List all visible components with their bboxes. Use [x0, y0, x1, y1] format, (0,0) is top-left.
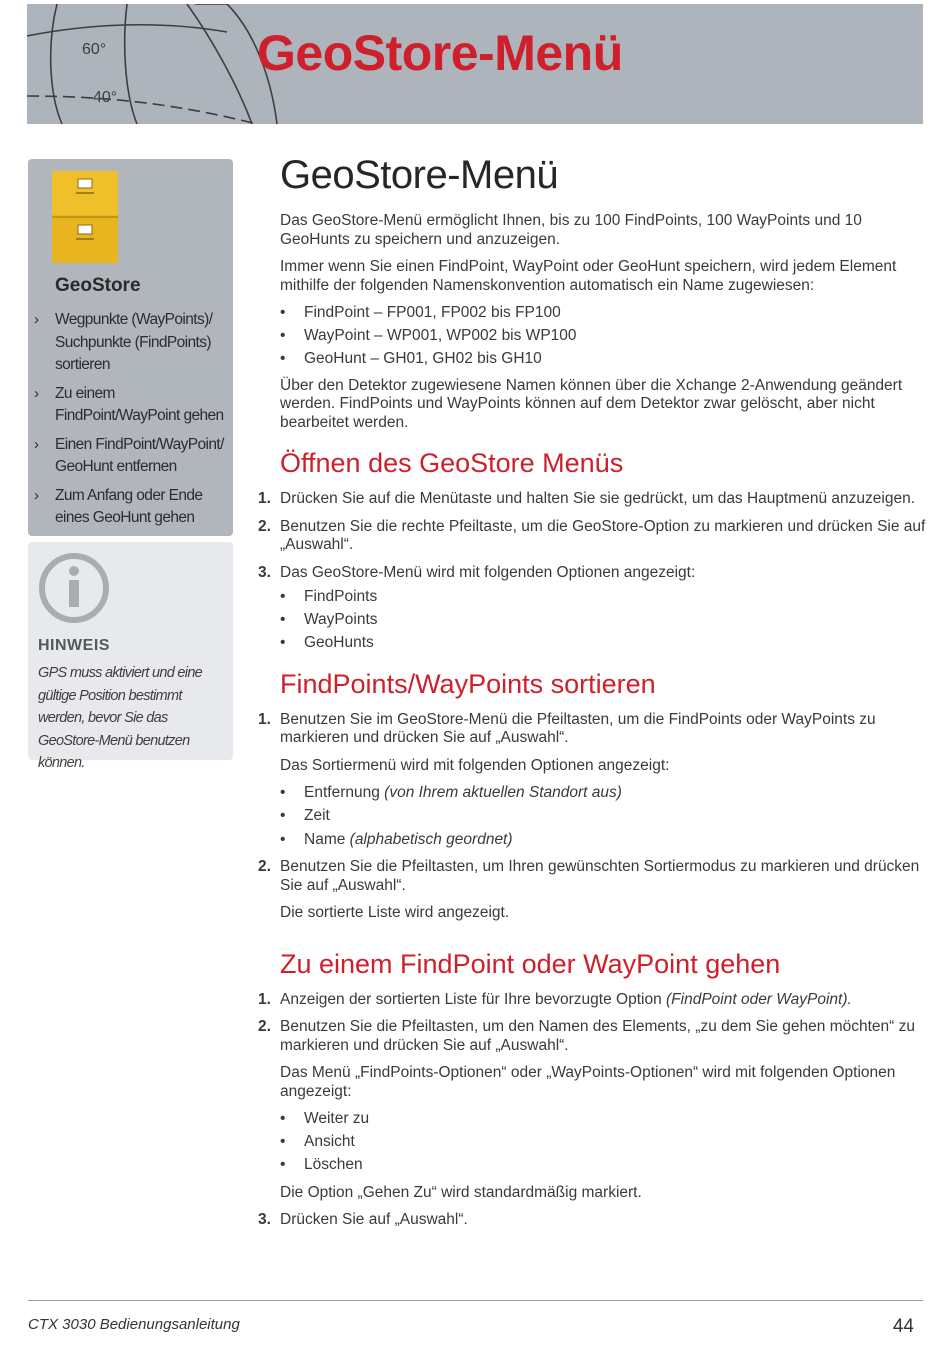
step-number: 2.	[258, 517, 271, 535]
step-note: Das Sortiermenü wird mit folgenden Optionen angezeigt:	[280, 756, 670, 774]
chevron-right-icon: ›	[34, 311, 39, 328]
step-number: 1.	[258, 990, 271, 1008]
page-title: GeoStore-Menü	[280, 153, 559, 197]
list-item: • Entfernung (von Ihrem aktuellen Standort aus)	[280, 784, 926, 803]
page-header	[27, 4, 923, 124]
list-item: • WayPoints	[280, 611, 926, 630]
step-item: 2. Benutzen Sie die rechte Pfeiltaste, um die GeoStore-Option zu markieren und drücken Sie auf „Auswahl“.	[258, 517, 926, 554]
step-note: Die sortierte Liste wird angezeigt.	[280, 904, 510, 922]
sidebar-title: GeoStore	[55, 275, 141, 296]
sidebar-topic: › Zu einem FindPoint/WayPoint gehen	[34, 384, 224, 424]
list-item: • Zeit	[280, 807, 926, 826]
step-note: Die Option „Gehen Zu“ wird standardmäßig markiert.	[280, 1183, 642, 1201]
option-list	[280, 1110, 926, 1175]
list-item: • FindPoints	[280, 588, 926, 607]
note-title: HINWEIS	[38, 637, 110, 654]
list-item: • Weiter zu	[280, 1110, 926, 1129]
step-item: 2. Benutzen Sie die Pfeiltasten, um Ihren gewünschten Sortiermodus zu markieren und drücken Sie auf „Auswahl“. Die sortierte Liste wird angezeigt.	[258, 858, 926, 923]
list-item: • GeoHunts	[280, 634, 926, 653]
step-item: 3. Das GeoStore-Menü wird mit folgenden Optionen angezeigt: • FindPoints • WayPoints • GeoHunts	[258, 564, 926, 653]
step-item: 1. Drücken Sie auf die Menütaste und halten Sie sie gedrückt, um das Hauptmenü anzuzeigen.	[258, 490, 916, 508]
step-number: 3.	[258, 1211, 271, 1229]
list-item: • Ansicht	[280, 1133, 926, 1152]
sidebar-summary	[28, 159, 233, 536]
steps-list	[258, 711, 926, 923]
step-item: 1. Benutzen Sie im GeoStore-Menü die Pfeiltasten, um die FindPoints oder WayPoints zu markieren und drücken Sie auf „Auswahl“. Das Sortiermenü wird mit folgenden Optionen angezeigt: • Entfernung (von Ihrem aktuellen Standort aus) • Zeit • Name (alphabetisch geordnet)	[258, 711, 926, 849]
note-box	[28, 542, 233, 771]
note-text: GPS muss aktiviert und eine gültige Position bestimmt werden, bevor Sie das GeoStore-Menü benutzen können.	[38, 665, 203, 771]
step-item: 3. Drücken Sie auf „Auswahl“.	[258, 1211, 468, 1229]
info-icon	[37, 551, 111, 625]
step-number: 1.	[258, 710, 271, 728]
step-item: 2. Benutzen Sie die Pfeiltasten, um den Namen des Elements, „zu dem Sie gehen möchten“ zu markieren und drücken Sie auf „Auswahl“. Das Menü „FindPoints-Optionen“ oder „WayPoints-Optionen“ wird mit folgenden Optionen angezeigt: • Weiter zu • Ansicht • Löschen Die Option „Gehen Zu“ wird standardmäßig markiert.	[258, 1018, 926, 1202]
step-number: 3.	[258, 563, 271, 581]
steps-list	[258, 991, 926, 1230]
list-item: • WayPoint – WP001, WP002 bis WP100	[280, 327, 926, 346]
page-number: 44	[892, 1316, 914, 1337]
step-number: 2.	[258, 858, 271, 876]
footer-divider	[28, 1300, 923, 1301]
step-number: 1.	[258, 490, 271, 508]
steps-list	[258, 490, 926, 653]
footer-manual-title: CTX 3030 Bedienungsanleitung	[28, 1316, 240, 1333]
intro-paragraph: Immer wenn Sie einen FindPoint, WayPoint oder GeoHunt speichern, wird jedem Element mithilfe der folgenden Namenskonvention automatisch ein Name zugewiesen:	[280, 258, 897, 294]
section-heading: Öffnen des GeoStore Menüs	[280, 448, 624, 479]
main-content	[258, 148, 926, 1239]
sidebar-topic: › Einen FindPoint/WayPoint/ GeoHunt entfernen	[34, 435, 224, 475]
chevron-right-icon: ›	[34, 486, 39, 504]
intro-paragraph: Das GeoStore-Menü ermöglicht Ihnen, bis zu 100 FindPoints, 100 WayPoints und 10 GeoHunts zu speichern und anzuzeigen.	[280, 212, 862, 248]
option-list	[280, 588, 926, 653]
chevron-right-icon: ›	[34, 435, 39, 453]
chevron-right-icon: ›	[34, 384, 39, 402]
list-item: • Name (alphabetisch geordnet)	[280, 831, 926, 850]
file-cabinet-icon	[52, 171, 118, 263]
sidebar-topic: › Zum Anfang oder Ende eines GeoHunt gehen	[34, 486, 203, 526]
intro-paragraph: Über den Detektor zugewiesene Namen können über die Xchange 2-Anwendung geändert werden. FindPoints und WayPoints können auf dem Detektor zwar gelöscht, aber nicht bearbeitet werden.	[280, 376, 903, 431]
globe-label-60: 60°	[82, 41, 107, 58]
globe-label-40: 40°	[93, 89, 118, 106]
step-item: 1. Anzeigen der sortierten Liste für Ihre bevorzugte Option (FindPoint oder WayPoint).	[258, 990, 852, 1008]
list-item: • FindPoint – FP001, FP002 bis FP100	[280, 304, 926, 323]
section-heading: Zu einem FindPoint oder WayPoint gehen	[280, 948, 781, 979]
naming-list	[280, 304, 926, 369]
list-item: • Löschen	[280, 1156, 926, 1175]
sidebar-topic-list	[28, 309, 233, 536]
sidebar-topic: › Wegpunkte (WayPoints)/ Suchpunkte (FindPoints) sortieren	[34, 311, 213, 373]
step-note: Das Menü „FindPoints-Optionen“ oder „WayPoints-Optionen“ wird mit folgenden Optionen angezeigt:	[280, 1064, 896, 1100]
step-number: 2.	[258, 1018, 271, 1036]
header-title: GeoStore-Menü	[257, 25, 623, 81]
section-heading: FindPoints/WayPoints sortieren	[280, 668, 656, 699]
list-item: • GeoHunt – GH01, GH02 bis GH10	[280, 350, 926, 369]
sort-option-list	[280, 784, 926, 849]
